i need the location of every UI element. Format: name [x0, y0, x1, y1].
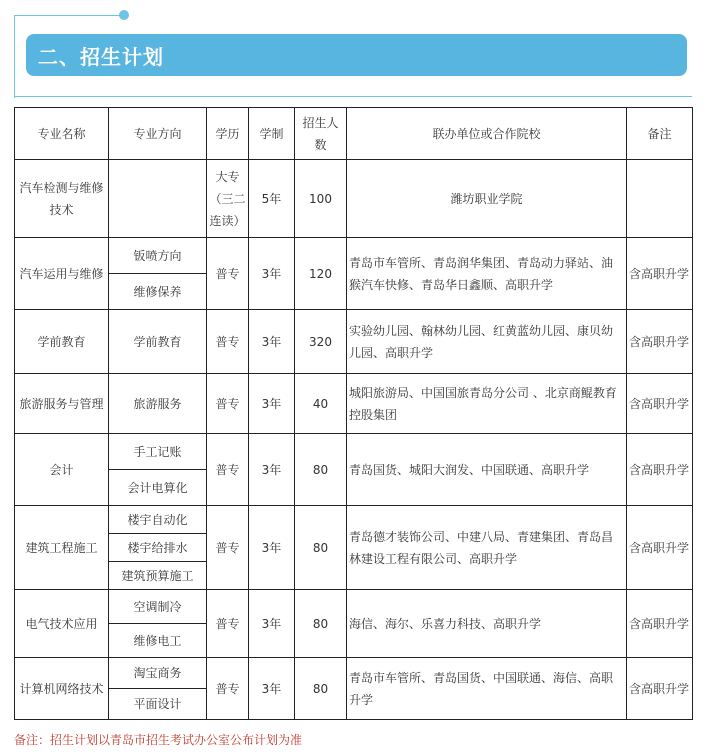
cell-degree: 普专 — [207, 238, 249, 310]
cell-degree: 大专（三二连读） — [207, 160, 249, 238]
cell-major: 计算机网络技术 — [15, 658, 109, 720]
header-partners: 联办单位或合作院校 — [347, 108, 627, 160]
cell-degree: 普专 — [207, 658, 249, 720]
table-row — [15, 374, 693, 434]
cell-enrollment: 320 — [295, 310, 347, 374]
header-enrollment: 招生人数 — [295, 108, 347, 160]
cell-major: 旅游服务与管理 — [15, 374, 109, 434]
cell-partners: 海信、海尔、乐喜力科技、高职升学 — [347, 590, 627, 658]
cell-duration: 3年 — [249, 506, 295, 590]
cell-remarks: 含高职升学 — [627, 238, 693, 310]
table-row — [15, 590, 693, 624]
cell-duration: 3年 — [249, 374, 295, 434]
cell-direction: 手工记账 — [109, 434, 207, 470]
cell-duration: 3年 — [249, 590, 295, 658]
header-duration: 学制 — [249, 108, 295, 160]
footnote: 备注：招生计划以青岛市招生考试办公室公布计划为准 — [14, 733, 303, 747]
cell-remarks: 含高职升学 — [627, 374, 693, 434]
cell-partners: 青岛德才装饰公司、中建八局、青建集团、青岛昌林建设工程有限公司、高职升学 — [347, 506, 627, 590]
cell-direction: 旅游服务 — [109, 374, 207, 434]
cell-duration: 3年 — [249, 238, 295, 310]
cell-degree: 普专 — [207, 310, 249, 374]
cell-major: 会计 — [15, 434, 109, 506]
cell-direction: 楼宇给排水 — [109, 534, 207, 562]
table-row — [15, 160, 693, 238]
table-header-row — [15, 108, 693, 160]
cell-enrollment: 80 — [295, 658, 347, 720]
cell-direction: 空调制冷 — [109, 590, 207, 624]
cell-major: 汽车检测与维修技术 — [15, 160, 109, 238]
cell-partners: 青岛国货、城阳大润发、中国联通、高职升学 — [347, 434, 627, 506]
cell-duration: 3年 — [249, 310, 295, 374]
cell-major: 电气技术应用 — [15, 590, 109, 658]
cell-duration: 5年 — [249, 160, 295, 238]
cell-enrollment: 120 — [295, 238, 347, 310]
cell-direction: 学前教育 — [109, 310, 207, 374]
table-row — [15, 434, 693, 470]
cell-remarks: 含高职升学 — [627, 506, 693, 590]
cell-enrollment: 100 — [295, 160, 347, 238]
cell-duration: 3年 — [249, 434, 295, 506]
header-major: 专业名称 — [15, 108, 109, 160]
header-bracket-bottom — [14, 96, 692, 97]
cell-major: 学前教育 — [15, 310, 109, 374]
cell-remarks: 含高职升学 — [627, 310, 693, 374]
cell-major: 建筑工程施工 — [15, 506, 109, 590]
cell-enrollment: 80 — [295, 590, 347, 658]
cell-direction: 建筑预算施工 — [109, 562, 207, 590]
table-row — [15, 506, 693, 534]
cell-duration: 3年 — [249, 658, 295, 720]
cell-direction: 会计电算化 — [109, 470, 207, 506]
table-row — [15, 310, 693, 374]
cell-partners: 潍坊职业学院 — [347, 160, 627, 238]
cell-partners: 青岛市车管所、青岛国货、中国联通、海信、高职升学 — [347, 658, 627, 720]
cell-direction: 楼宇自动化 — [109, 506, 207, 534]
section-banner — [26, 34, 687, 76]
cell-direction: 维修保养 — [109, 274, 207, 310]
cell-partners: 城阳旅游局、中国国旅青岛分公司 、北京商鲲教育控股集团 — [347, 374, 627, 434]
cell-direction: 钣喷方向 — [109, 238, 207, 274]
cell-direction — [109, 160, 207, 238]
header-direction: 专业方向 — [109, 108, 207, 160]
cell-partners: 实验幼儿园、翰林幼儿园、红黄蓝幼儿园、康贝幼儿园、高职升学 — [347, 310, 627, 374]
cell-direction: 平面设计 — [109, 689, 207, 720]
cell-degree: 普专 — [207, 374, 249, 434]
cell-direction: 淘宝商务 — [109, 658, 207, 689]
header-remarks: 备注 — [627, 108, 693, 160]
cell-enrollment: 80 — [295, 434, 347, 506]
cell-remarks: 含高职升学 — [627, 658, 693, 720]
table-row — [15, 238, 693, 274]
cell-enrollment: 80 — [295, 506, 347, 590]
section-title: 二、招生计划 — [38, 44, 164, 69]
cell-partners: 青岛市车管所、青岛润华集团、青岛动力驿站、油猴汽车快修、青岛华日鑫顺、高职升学 — [347, 238, 627, 310]
header-degree: 学历 — [207, 108, 249, 160]
enrollment-plan-table — [14, 107, 693, 720]
cell-degree: 普专 — [207, 590, 249, 658]
header-bracket-dot — [119, 10, 129, 20]
cell-degree: 普专 — [207, 506, 249, 590]
cell-remarks — [627, 160, 693, 238]
cell-remarks: 含高职升学 — [627, 590, 693, 658]
cell-major: 汽车运用与维修 — [15, 238, 109, 310]
cell-remarks: 含高职升学 — [627, 434, 693, 506]
table-row — [15, 658, 693, 689]
cell-degree: 普专 — [207, 434, 249, 506]
cell-direction: 维修电工 — [109, 624, 207, 658]
cell-enrollment: 40 — [295, 374, 347, 434]
